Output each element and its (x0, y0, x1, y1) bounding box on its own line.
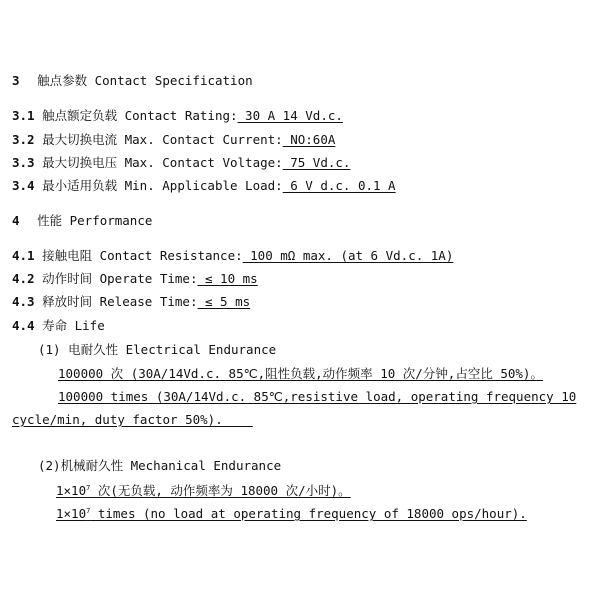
item-value: 30 A 14 Vd.c. (237, 108, 343, 123)
release-time-row (12, 294, 250, 310)
section-number: 3 (12, 73, 20, 88)
item-number: 3.2 (12, 132, 35, 147)
item-label: 释放时间 Release Time: (42, 294, 198, 309)
min-applicable-load-row (12, 178, 396, 194)
mech-en-base: 1×10 (56, 506, 87, 521)
section-title: 触点参数 Contact Specification (37, 73, 253, 88)
item-label: 触点额定负载 Contact Rating: (42, 108, 238, 123)
mechanical-endurance-title: (2)机械耐久性 Mechanical Endurance (38, 458, 282, 473)
mech-cn-base: 1×10 (56, 483, 87, 498)
item-label: 最大切换电流 Max. Contact Current: (42, 132, 283, 147)
max-contact-voltage-row (12, 155, 350, 171)
item-value: 100 mΩ max. (at 6 Vd.c. 1A) (242, 248, 454, 263)
item-label: 寿命 Life (42, 318, 105, 333)
electrical-endurance-title: (1) 电耐久性 Electrical Endurance (38, 342, 277, 357)
item-number: 3.1 (12, 108, 35, 123)
item-label: 接触电阻 Contact Resistance: (42, 248, 243, 263)
life-row (12, 318, 105, 334)
operate-time-row (12, 271, 258, 287)
item-value: 6 V d.c. 0.1 A (282, 178, 396, 193)
section-4-heading (12, 213, 152, 229)
item-value: 75 Vd.c. (282, 155, 351, 170)
mech-en-text: times (no load at operating frequency of 18000 ops/hour). (90, 506, 527, 521)
mech-cn-exponent: 7 (86, 484, 91, 492)
electrical-endurance-en-line1: 100000 times (30A/14Vd.c. 85℃,resistive load, operating frequency 10 (58, 389, 577, 404)
item-value: NO:60A (282, 132, 336, 147)
item-value: ≤ 5 ms (197, 294, 251, 309)
item-number: 4.2 (12, 271, 35, 286)
item-number: 3.3 (12, 155, 35, 170)
item-label: 动作时间 Operate Time: (42, 271, 198, 286)
electrical-endurance-en-line2: cycle/min, duty factor 50%). (12, 412, 253, 427)
item-number: 4.1 (12, 248, 35, 263)
contact-rating-row (12, 108, 343, 124)
mechanical-endurance-en (56, 506, 527, 522)
mech-en-exponent: 7 (86, 507, 91, 515)
item-number: 3.4 (12, 178, 35, 193)
item-label: 最小适用负载 Min. Applicable Load: (42, 178, 283, 193)
section-number: 4 (12, 213, 20, 228)
item-value: ≤ 10 ms (197, 271, 258, 286)
item-number: 4.3 (12, 294, 35, 309)
section-title: 性能 Performance (37, 213, 153, 228)
max-contact-current-row (12, 132, 335, 148)
mechanical-endurance-cn (56, 483, 351, 499)
contact-resistance-row (12, 248, 453, 264)
item-number: 4.4 (12, 318, 35, 333)
mech-cn-text: 次(无负载, 动作频率为 18000 次/小时)。 (90, 483, 351, 498)
electrical-endurance-cn: 100000 次 (30A/14Vd.c. 85℃,阻性负载,动作频率 10 次/分钟,占空比 50%)。 (58, 366, 543, 381)
section-3-heading (12, 73, 253, 89)
item-label: 最大切换电压 Max. Contact Voltage: (42, 155, 283, 170)
